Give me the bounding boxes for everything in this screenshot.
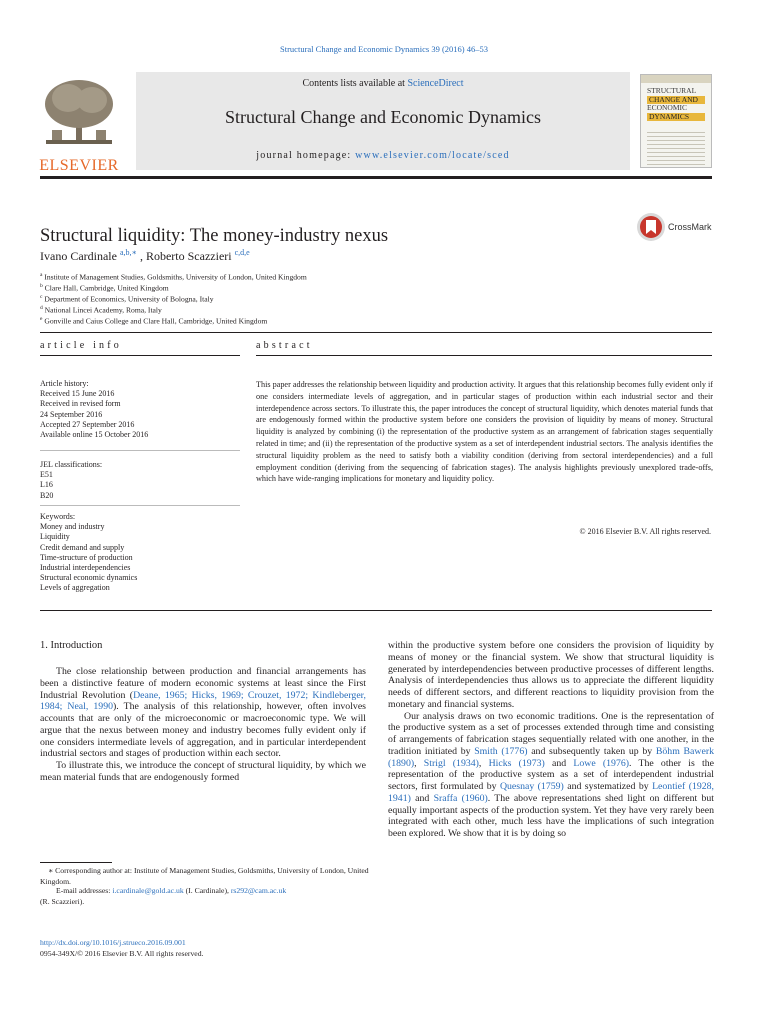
author-list [40,248,250,264]
affil-sup: c [40,294,43,300]
footnote-text: Corresponding author at: Institute of Management Studies, Goldsmiths, University of London, United Kingdom. [40,866,369,886]
cover-line-2: CHANGE AND [647,96,705,105]
info-divider-1 [40,450,240,451]
intro-paragraph-3: within the productive system before one considers the provision of liquidity by means of money or the financial system. We show that structural liquidity is generated by interdependencies between productive processes of different lengths. Analysis of interdependencies thus allows us to appreciate the different liquidity needs of different sectors, and different reactions to liquidity provision from the monetary and financial systems. [388,640,714,710]
text-run: Our analysis draws on two economic traditions. One is the representation of the productive system as a set of processes extended through time and consisting of arrangements of fabrication stages sequentially related with one another, in the tradition initiated by [388,710,714,757]
body-right-column [388,640,714,840]
jel-code: L16 [40,480,53,490]
keyword: Liquidity [40,532,70,542]
email-link-1[interactable]: i.cardinale@gold.ac.uk [112,886,184,895]
text-run: The close relationship between production and financial arrangements has been a distinctive feature of modern economic systems at least since the First Industrial Revolution ( [40,666,366,701]
body-left-column [40,666,366,784]
email-owner-1: (I. Cardinale), [183,886,231,895]
history-item: Accepted 27 September 2016 [40,419,135,429]
info-divider-2 [40,505,240,506]
journal-cover-thumbnail [640,74,712,168]
abstract-heading-rule [256,355,712,356]
keyword: Industrial interdependencies [40,563,131,573]
jel-code: B20 [40,490,54,500]
affil-sup: a [40,272,43,278]
citation-link[interactable]: Lowe (1976) [573,757,629,769]
doi-link[interactable]: http://dx.doi.org/10.1016/j.strueco.2016.09.001 [40,938,186,947]
text-run: . The other is the representation of the productive system as a set of interdependent industrial sectors, first formulated by [388,757,714,792]
history-item: Received in revised form [40,399,121,409]
affil-text: Gonville and Caius College and Clare Hall, Cambridge, United Kingdom [44,316,268,326]
elsevier-logo [38,74,120,174]
keywords-label: Keywords: [40,512,76,521]
keyword: Credit demand and supply [40,542,125,552]
citation-link[interactable]: Quesnay (1759) [499,781,564,792]
journal-citation[interactable]: Structural Change and Economic Dynamics 39 (2016) 46–53 [280,44,488,54]
body-rule [40,610,712,611]
contents-prefix: Contents lists available at [302,78,408,89]
crossmark-icon [636,211,666,243]
author-2-affil[interactable]: c,d,e [234,248,250,257]
abstract-text: This paper addresses the relationship between liquidity and production activity. It argues that this relationship becomes fully evident only if one considers intermediate levels of aggregation, and in particular stages of production within each industrial sector and their interdependence across sectors. To illustrate this, the paper introduces the concept of structural liquidity, which denotes material funds that are endogenously formed within the productive system before one considers the provision of liquidity by means of money. Structural liquidity is analyzed by combining (i) the representation of the productive system as an arrangement of fabrication stages sequentially related in time; and (ii) the representation of the productive system as a set of interdependent industrial sectors. The analysis identifies the structural liquidity problem as the need to satisfy both a viability condition (deriving from sectoral interdependencies) and a full employment condition (deriving from the sequencing of fabrication stages). The analysis highlights previously unexplored trade-offs, which have wide-ranging implications for monetary and liquidity policy. [256,380,713,484]
affil-text: National Lincei Academy, Roma, Italy [44,305,162,315]
citation-link[interactable]: Sraffa (1960) [433,792,488,804]
affil-sup: d [40,305,43,311]
affil-text: Department of Economics, University of Bologna, Italy [44,294,214,304]
history-label: Article history: [40,379,89,388]
text-run: and [410,792,434,804]
author-1-affil[interactable]: a,b,∗ [119,248,137,257]
article-history [40,379,240,440]
footnote-rule [40,862,112,863]
info-rule-top [40,332,712,333]
homepage-link[interactable]: www.elsevier.com/locate/sced [355,150,510,161]
author-separator: , [136,249,146,263]
elsevier-tree-icon [38,74,120,152]
header-rule [40,176,712,179]
issn-line: 0954-349X/© 2016 Elsevier B.V. All rights reserved. [40,949,204,958]
affil-text: Institute of Management Studies, Goldsmiths, University of London, United Kingdom [44,272,307,282]
citation-link[interactable]: Smith (1776) [474,745,528,757]
keyword: Structural economic dynamics [40,573,138,583]
doi-block [40,937,204,959]
crossmark-label: CrossMark [668,222,712,232]
contents-line [136,78,630,89]
email-note [40,886,370,897]
publisher-name: ELSEVIER [39,157,119,174]
email-label: E-mail addresses: [56,886,113,895]
jel-code: E51 [40,470,53,480]
cover-line-4: DYNAMICS [647,113,705,122]
email-link-2[interactable]: rs292@cam.ac.uk [230,886,287,895]
section-1-title: 1. Introduction [40,640,103,651]
text-run: and [544,757,574,769]
affil-sup: b [40,283,43,289]
cover-line-1: STRUCTURAL [647,86,697,95]
text-run: and subsequently taken up by [527,745,656,757]
text-run: ). The analysis of this relationship, however, often involves accounts that are only of the microeconomic or macroeconomic type. We will argue that the nexus between money and industry becomes fully evident only if one considers intermediate levels of aggregation, and in particular interdependent industrial sectors and stages of production within each sector. [40,701,366,760]
cover-line-3: ECONOMIC [647,103,688,112]
citation-link[interactable]: Strigl (1934) [423,757,479,769]
intro-paragraph-1 [40,666,366,760]
keywords [40,512,240,594]
journal-homepage [136,150,630,161]
citation-link[interactable]: Leontief (1928, 1941) [388,781,714,804]
affil-text: Clare Hall, Cambridge, United Kingdom [44,283,169,293]
keyword: Money and industry [40,522,105,532]
intro-paragraph-2: To illustrate this, we introduce the concept of structural liquidity, by which we mean material funds that are endogenously formed [40,760,366,783]
article-info-heading: article info [40,340,122,351]
keyword: Time-structure of production [40,552,133,562]
citation-link[interactable]: Hicks (1973) [488,757,545,769]
text-run: , [414,757,424,769]
corresponding-author-note [40,866,370,887]
intro-paragraph-4 [388,711,714,840]
info-heading-rule [40,355,240,356]
author-2: Roberto Scazzieri [145,249,232,263]
affiliation-e [40,314,267,327]
journal-title: Structural Change and Economic Dynamics [225,107,541,127]
abstract-copyright: © 2016 Elsevier B.V. All rights reserved. [579,527,711,536]
keyword: Levels of aggregation [40,583,110,593]
sciencedirect-link[interactable]: ScienceDirect [407,78,464,89]
citation-link[interactable]: Böhm Bawerk (1890) [388,745,714,769]
history-item: Available online 15 October 2016 [40,430,149,440]
text-run: and systematized by [563,781,653,792]
abstract-heading: abstract [256,340,313,351]
email-note-cont: (R. Scazzieri). [40,897,85,906]
affil-sup: e [40,316,43,322]
history-item: 24 September 2016 [40,409,103,419]
cover-top-band [641,75,711,83]
jel-label: JEL classifications: [40,460,103,469]
history-item: Received 15 June 2016 [40,389,115,399]
text-run: . The above representations shed light on different but equally important aspects of the production system. Yet they have very rarely been integrated with each other, much less have the implications of such integration been explored. We show that it is by doing so [388,792,715,839]
article-title: Structural liquidity: The money-industry nexus [40,226,389,246]
citation-link[interactable]: Deane, 1965; Hicks, 1969; Crouzet, 1972; Kindleberger, 1984; Neal, 1990 [40,689,366,713]
jel-codes [40,460,240,501]
footnote-marker: ∗ [48,866,54,875]
author-1: Ivano Cardinale [40,249,117,263]
crossmark-badge[interactable] [636,211,716,245]
text-run: , [478,757,489,769]
homepage-prefix: journal homepage: [256,150,356,161]
cover-text-lines [647,129,705,165]
